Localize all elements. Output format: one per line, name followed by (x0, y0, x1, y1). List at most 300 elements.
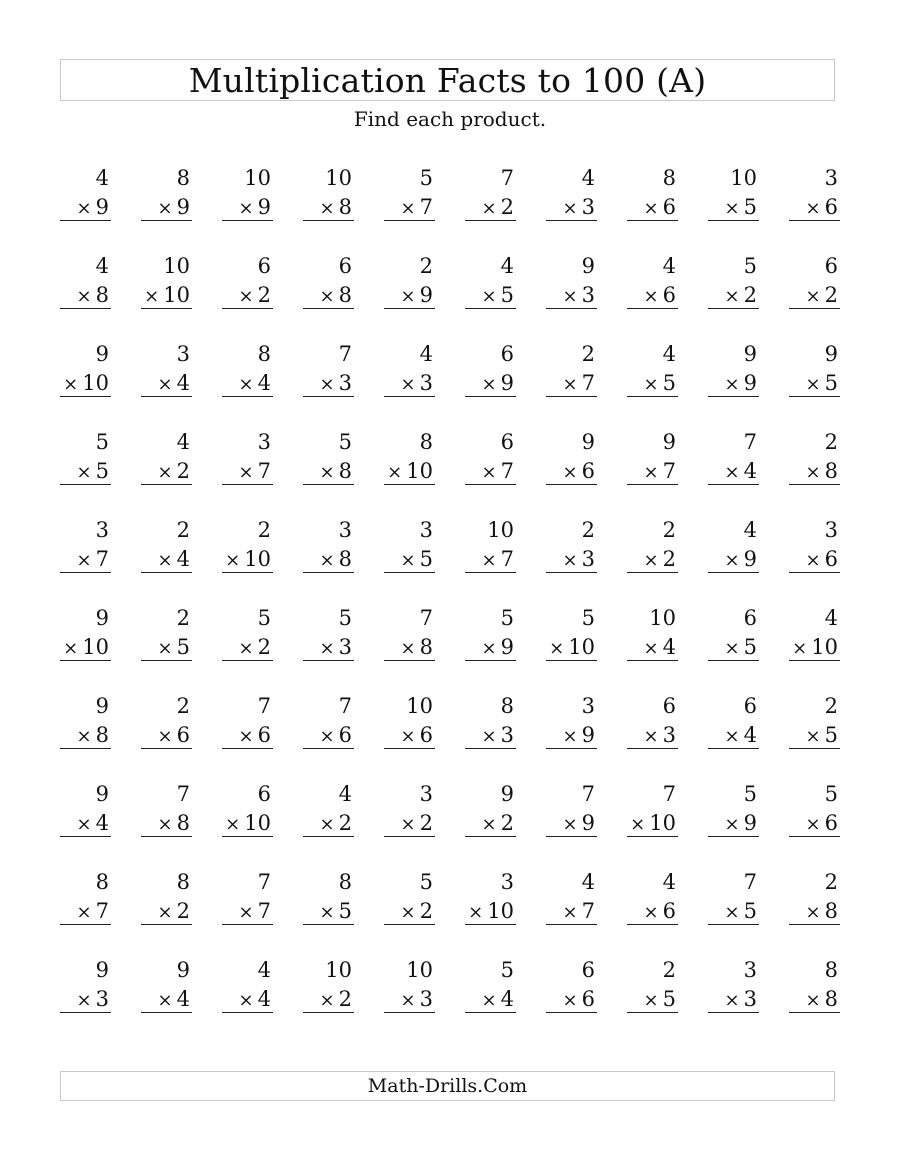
multiplier: 6 (176, 723, 190, 747)
multiplication-problem (789, 162, 840, 250)
multiplicand: 3 (95, 518, 109, 542)
multiplier: 9 (581, 811, 595, 835)
multiplier-row (320, 986, 352, 1014)
multiplier-row (144, 282, 190, 310)
multiplier-row (482, 370, 514, 398)
multiplicand: 2 (257, 518, 271, 542)
times-sign: × (400, 198, 416, 219)
multiplication-problem (141, 690, 192, 778)
times-sign: × (724, 198, 740, 219)
multiplier: 9 (743, 547, 757, 571)
multiplication-problem (546, 162, 597, 250)
multiplier-row (158, 810, 190, 838)
multiplication-problem (303, 514, 354, 602)
multiplication-problem (303, 602, 354, 690)
times-sign: × (643, 990, 659, 1011)
times-sign: × (319, 286, 335, 307)
multiplication-problem (789, 954, 840, 1042)
multiplication-problem (141, 866, 192, 954)
multiplication-problem (789, 514, 840, 602)
multiplicand: 8 (257, 342, 271, 366)
multiplier: 7 (500, 459, 514, 483)
multiplication-problem (708, 778, 759, 866)
multiplication-problem (60, 162, 111, 250)
multiplier: 10 (244, 547, 271, 571)
multiplication-problem (708, 250, 759, 338)
multiplicand: 6 (743, 694, 757, 718)
answer-line (708, 396, 759, 397)
multiplier: 8 (338, 195, 352, 219)
multiplier: 8 (95, 723, 109, 747)
times-sign: × (562, 374, 578, 395)
multiplier: 8 (338, 547, 352, 571)
answer-line (141, 396, 192, 397)
multiplication-problem (465, 338, 516, 426)
answer-line (546, 484, 597, 485)
answer-line (789, 220, 840, 221)
multiplier: 5 (176, 635, 190, 659)
multiplicand: 6 (500, 430, 514, 454)
times-sign: × (76, 550, 92, 571)
multiplier: 10 (244, 811, 271, 835)
multiplication-problem (384, 866, 435, 954)
multiplier-row (725, 370, 757, 398)
times-sign: × (238, 374, 254, 395)
multiplier-row (77, 898, 109, 926)
multiplier-row (725, 546, 757, 574)
multiplier-row (77, 194, 109, 222)
multiplier-row (563, 194, 595, 222)
answer-line (141, 308, 192, 309)
multiplier: 7 (662, 459, 676, 483)
times-sign: × (643, 286, 659, 307)
multiplicand: 5 (95, 430, 109, 454)
answer-line (303, 308, 354, 309)
times-sign: × (805, 286, 821, 307)
times-sign: × (630, 814, 646, 835)
multiplication-problem (465, 514, 516, 602)
times-sign: × (387, 462, 403, 483)
multiplicand: 8 (95, 870, 109, 894)
answer-line (384, 748, 435, 749)
answer-line (708, 1012, 759, 1013)
problem-grid (60, 162, 841, 1042)
multiplier: 9 (419, 283, 433, 307)
answer-line (222, 660, 273, 661)
multiplication-problem (303, 426, 354, 514)
multiplier: 5 (743, 195, 757, 219)
times-sign: × (481, 638, 497, 659)
answer-line (384, 572, 435, 573)
multiplicand: 10 (649, 606, 676, 630)
multiplier-row (482, 546, 514, 574)
multiplicand: 7 (338, 694, 352, 718)
multiplier-row (158, 722, 190, 750)
answer-line (60, 1012, 111, 1013)
times-sign: × (562, 726, 578, 747)
multiplier-row (563, 986, 595, 1014)
times-sign: × (481, 198, 497, 219)
answer-line (465, 836, 516, 837)
multiplier-row (792, 634, 838, 662)
answer-line (627, 396, 678, 397)
multiplier-row (644, 370, 676, 398)
multiplier: 8 (338, 459, 352, 483)
multiplicand: 5 (419, 870, 433, 894)
multiplication-problem (708, 338, 759, 426)
multiplicand: 5 (338, 606, 352, 630)
multiplicand: 2 (176, 518, 190, 542)
multiplier: 7 (581, 899, 595, 923)
multiplier: 2 (419, 899, 433, 923)
multiplication-problem (789, 690, 840, 778)
answer-line (60, 396, 111, 397)
answer-line (222, 308, 273, 309)
answer-line (303, 836, 354, 837)
multiplier-row (806, 722, 838, 750)
times-sign: × (400, 286, 416, 307)
answer-line (141, 572, 192, 573)
multiplier: 5 (95, 459, 109, 483)
multiplication-problem (627, 338, 678, 426)
multiplicand: 7 (662, 782, 676, 806)
answer-line (303, 660, 354, 661)
multiplier-row (63, 370, 109, 398)
answer-line (222, 1012, 273, 1013)
multiplier-row (320, 194, 352, 222)
multiplication-problem (465, 954, 516, 1042)
multiplicand: 3 (824, 518, 838, 542)
multiplier: 8 (419, 635, 433, 659)
answer-line (627, 484, 678, 485)
multiplication-problem (546, 426, 597, 514)
times-sign: × (562, 902, 578, 923)
multiplier-row (563, 810, 595, 838)
multiplicand: 6 (662, 694, 676, 718)
times-sign: × (225, 550, 241, 571)
multiplier-row (563, 370, 595, 398)
multiplication-problem (627, 602, 678, 690)
multiplicand: 9 (95, 342, 109, 366)
multiplier: 8 (338, 283, 352, 307)
multiplication-problem (141, 338, 192, 426)
multiplicand: 4 (95, 166, 109, 190)
times-sign: × (562, 814, 578, 835)
multiplicand: 5 (257, 606, 271, 630)
times-sign: × (238, 638, 254, 659)
times-sign: × (805, 726, 821, 747)
multiplier: 2 (338, 987, 352, 1011)
multiplier-row (77, 458, 109, 486)
multiplicand: 8 (419, 430, 433, 454)
times-sign: × (157, 902, 173, 923)
multiplication-problem (546, 250, 597, 338)
multiplier-row (158, 898, 190, 926)
times-sign: × (157, 726, 173, 747)
times-sign: × (400, 902, 416, 923)
multiplication-problem (384, 426, 435, 514)
multiplier-row (239, 370, 271, 398)
multiplier-row (158, 458, 190, 486)
multiplication-problem (141, 954, 192, 1042)
times-sign: × (319, 550, 335, 571)
multiplier-row (239, 986, 271, 1014)
footer-site-name: Math-Drills.Com (367, 1074, 528, 1097)
multiplier: 8 (176, 811, 190, 835)
multiplication-problem (303, 866, 354, 954)
multiplicand: 2 (419, 254, 433, 278)
multiplier: 2 (500, 811, 514, 835)
multiplicand: 10 (406, 958, 433, 982)
multiplication-problem (384, 250, 435, 338)
answer-line (222, 748, 273, 749)
answer-line (384, 1012, 435, 1013)
multiplier: 7 (500, 547, 514, 571)
multiplier: 6 (662, 899, 676, 923)
multiplier-row (320, 546, 352, 574)
multiplier: 5 (338, 899, 352, 923)
multiplication-problem (141, 162, 192, 250)
multiplier-row (468, 898, 514, 926)
answer-line (222, 396, 273, 397)
times-sign: × (481, 726, 497, 747)
answer-line (60, 836, 111, 837)
multiplier: 4 (257, 371, 271, 395)
multiplicand: 2 (581, 342, 595, 366)
times-sign: × (157, 462, 173, 483)
multiplication-problem (222, 866, 273, 954)
answer-line (627, 1012, 678, 1013)
multiplier: 2 (176, 459, 190, 483)
multiplier-row (806, 810, 838, 838)
times-sign: × (724, 638, 740, 659)
multiplication-problem (546, 514, 597, 602)
times-sign: × (157, 814, 173, 835)
multiplication-problem (627, 162, 678, 250)
multiplication-problem (141, 426, 192, 514)
multiplication-problem (465, 866, 516, 954)
multiplier: 10 (406, 459, 433, 483)
multiplicand: 6 (824, 254, 838, 278)
answer-line (384, 660, 435, 661)
multiplier-row (401, 810, 433, 838)
multiplier-row (806, 282, 838, 310)
times-sign: × (643, 902, 659, 923)
multiplicand: 7 (257, 694, 271, 718)
multiplier: 2 (338, 811, 352, 835)
multiplier-row (644, 458, 676, 486)
answer-line (708, 572, 759, 573)
multiplier: 7 (95, 899, 109, 923)
multiplier-row (401, 634, 433, 662)
times-sign: × (724, 990, 740, 1011)
answer-line (627, 220, 678, 221)
multiplier: 10 (82, 371, 109, 395)
times-sign: × (63, 374, 79, 395)
multiplication-problem (222, 514, 273, 602)
answer-line (60, 484, 111, 485)
multiplier: 5 (662, 987, 676, 1011)
times-sign: × (319, 374, 335, 395)
multiplier: 9 (500, 371, 514, 395)
times-sign: × (562, 198, 578, 219)
multiplication-problem (141, 250, 192, 338)
times-sign: × (319, 990, 335, 1011)
multiplicand: 8 (824, 958, 838, 982)
times-sign: × (319, 198, 335, 219)
multiplication-problem (222, 690, 273, 778)
multiplicand: 6 (257, 254, 271, 278)
multiplication-problem (627, 690, 678, 778)
multiplication-problem (303, 338, 354, 426)
multiplier-row (725, 898, 757, 926)
multiplicand: 9 (95, 782, 109, 806)
multiplication-problem (789, 866, 840, 954)
multiplier-row (77, 986, 109, 1014)
multiplier: 5 (824, 371, 838, 395)
multiplier: 2 (743, 283, 757, 307)
multiplier-row (320, 722, 352, 750)
multiplication-problem (789, 338, 840, 426)
times-sign: × (400, 990, 416, 1011)
answer-line (465, 1012, 516, 1013)
multiplication-problem (627, 778, 678, 866)
multiplier-row (725, 810, 757, 838)
multiplier: 7 (257, 459, 271, 483)
answer-line (303, 572, 354, 573)
times-sign: × (468, 902, 484, 923)
multiplier: 6 (662, 195, 676, 219)
multiplier-row (77, 810, 109, 838)
answer-line (303, 924, 354, 925)
multiplication-problem (384, 778, 435, 866)
multiplier-row (401, 546, 433, 574)
multiplier-row (806, 370, 838, 398)
multiplier-row (158, 986, 190, 1014)
multiplication-problem (789, 250, 840, 338)
multiplier-row (401, 986, 433, 1014)
multiplier: 10 (82, 635, 109, 659)
multiplier: 6 (338, 723, 352, 747)
multiplier: 4 (95, 811, 109, 835)
worksheet-instructions: Find each product. (353, 107, 547, 131)
multiplicand: 9 (824, 342, 838, 366)
multiplication-problem (60, 778, 111, 866)
times-sign: × (400, 374, 416, 395)
multiplication-problem (708, 602, 759, 690)
multiplicand: 5 (824, 782, 838, 806)
multiplicand: 8 (500, 694, 514, 718)
multiplier-row (806, 458, 838, 486)
answer-line (60, 572, 111, 573)
times-sign: × (238, 990, 254, 1011)
multiplier: 4 (176, 371, 190, 395)
times-sign: × (157, 198, 173, 219)
multiplier-row (549, 634, 595, 662)
multiplicand: 9 (500, 782, 514, 806)
multiplier-row (158, 546, 190, 574)
multiplier: 7 (419, 195, 433, 219)
multiplication-problem (222, 954, 273, 1042)
multiplicand: 3 (500, 870, 514, 894)
multiplier: 3 (419, 371, 433, 395)
multiplication-problem (222, 338, 273, 426)
answer-line (303, 748, 354, 749)
multiplier-row (320, 458, 352, 486)
multiplication-problem (222, 426, 273, 514)
times-sign: × (319, 638, 335, 659)
multiplier-row (563, 898, 595, 926)
multiplication-problem (60, 690, 111, 778)
multiplicand: 3 (176, 342, 190, 366)
times-sign: × (319, 726, 335, 747)
answer-line (708, 748, 759, 749)
multiplier: 6 (824, 195, 838, 219)
multiplier: 10 (568, 635, 595, 659)
multiplicand: 7 (338, 342, 352, 366)
answer-line (789, 1012, 840, 1013)
multiplicand: 7 (500, 166, 514, 190)
multiplier: 3 (581, 283, 595, 307)
answer-line (789, 572, 840, 573)
multiplier-row (630, 810, 676, 838)
multiplier-row (225, 546, 271, 574)
multiplicand: 9 (95, 606, 109, 630)
multiplier-row (725, 282, 757, 310)
multiplicand: 4 (419, 342, 433, 366)
multiplicand: 4 (662, 342, 676, 366)
multiplicand: 8 (176, 166, 190, 190)
multiplier-row (401, 282, 433, 310)
multiplier: 6 (662, 283, 676, 307)
multiplicand: 2 (176, 694, 190, 718)
multiplier: 5 (743, 899, 757, 923)
answer-line (546, 308, 597, 309)
times-sign: × (319, 462, 335, 483)
multiplication-problem (789, 602, 840, 690)
multiplicand: 8 (662, 166, 676, 190)
multiplication-problem (465, 162, 516, 250)
answer-line (384, 220, 435, 221)
multiplicand: 7 (743, 870, 757, 894)
multiplier-row (482, 810, 514, 838)
multiplier-row (158, 634, 190, 662)
answer-line (222, 220, 273, 221)
answer-line (141, 748, 192, 749)
answer-line (303, 396, 354, 397)
multiplier-row (482, 722, 514, 750)
multiplier-row (644, 722, 676, 750)
multiplicand: 6 (743, 606, 757, 630)
answer-line (141, 924, 192, 925)
times-sign: × (76, 726, 92, 747)
answer-line (384, 396, 435, 397)
multiplicand: 7 (257, 870, 271, 894)
multiplicand: 10 (730, 166, 757, 190)
multiplication-problem (546, 954, 597, 1042)
times-sign: × (643, 726, 659, 747)
multiplier: 5 (662, 371, 676, 395)
multiplier-row (482, 282, 514, 310)
times-sign: × (319, 902, 335, 923)
multiplicand: 10 (406, 694, 433, 718)
multiplier-row (482, 634, 514, 662)
multiplicand: 5 (743, 254, 757, 278)
multiplicand: 4 (662, 254, 676, 278)
multiplier-row (563, 282, 595, 310)
times-sign: × (643, 374, 659, 395)
answer-line (546, 660, 597, 661)
